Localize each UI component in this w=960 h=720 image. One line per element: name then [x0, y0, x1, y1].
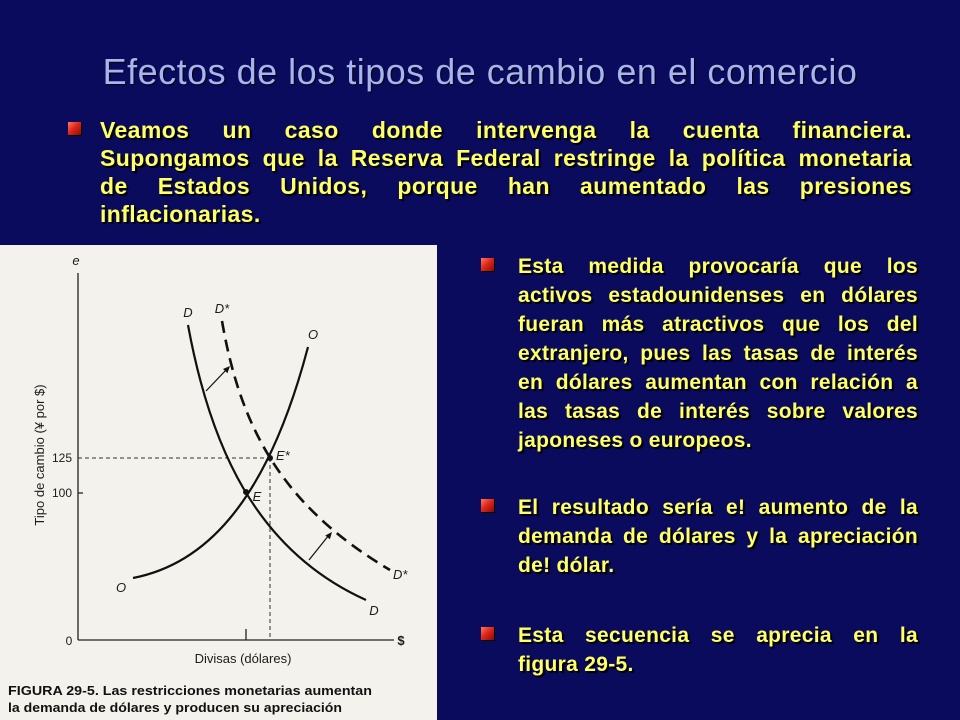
curve-label-o: O — [307, 327, 319, 342]
figure-caption-line: la demanda de dólares y producen su apreciación — [8, 701, 342, 715]
bullet-text-line: en dólares aumentan con relación a — [518, 371, 918, 394]
equilibrium-point-e — [243, 489, 249, 495]
slide-title: Efectos de los tipos de cambio en el comercio — [102, 51, 858, 92]
bullet-text-line: las tasas de interés sobre valores — [518, 400, 918, 423]
bullet-text-line: Esta medida provocaría que los — [518, 255, 918, 278]
point-label-e: E — [252, 489, 262, 504]
figure-panel — [0, 245, 437, 720]
curve-label-d: D — [183, 305, 193, 320]
y-axis-label: Tipo de cambio (¥ por $) — [32, 384, 47, 526]
bullet-text-line: El resultado sería e! aumento de la — [518, 496, 918, 519]
curve-label-o: O — [115, 580, 127, 595]
origin-label: 0 — [65, 634, 73, 648]
y-tick-label: 125 — [51, 451, 72, 465]
shift-arrow-upper — [206, 369, 227, 391]
red-square-bullet-icon — [481, 627, 494, 640]
bullet-text-line: Esta secuencia se aprecia en la — [518, 624, 918, 647]
intro-text-line: Supongamos que la Reserva Federal restringe la política monetaria — [100, 145, 912, 171]
figure-caption-line: FIGURA 29-5. Las restricciones monetarias aumentan — [8, 684, 372, 698]
curve-label-d: D — [369, 603, 379, 618]
y-tick-label: 100 — [51, 486, 72, 500]
red-square-bullet-icon — [481, 258, 494, 271]
bullet-text-line: extranjero, pues las tasas de interés — [518, 342, 918, 365]
equilibrium-point-e-star — [267, 455, 273, 461]
curve-label-d-star: D* — [393, 567, 408, 582]
side-bullet-text — [518, 621, 918, 679]
intro-text-line: Veamos un caso donde intervenga la cuenta financiera. — [100, 117, 912, 143]
side-bullet-text — [518, 252, 918, 455]
side-bullet-text — [518, 493, 918, 580]
bullet-text-line: activos estadounidenses en dólares — [518, 284, 918, 307]
bullet-text-line: demanda de dólares y la apreciación — [518, 525, 918, 548]
bullet-text-line: figura 29-5. — [518, 653, 634, 676]
intro-bullet-text — [100, 116, 912, 228]
x-axis-symbol: $ — [397, 633, 405, 648]
x-axis-label: Divisas (dólares) — [194, 651, 292, 666]
bullet-text-line: japoneses o europeos. — [518, 429, 752, 452]
intro-text-line: de Estados Unidos, porque han aumentado las presiones — [100, 173, 912, 199]
intro-text-line: inflacionarias. — [100, 201, 261, 227]
red-square-bullet-icon — [68, 122, 81, 135]
y-axis-symbol: e — [72, 253, 80, 268]
exchange-rate-diagram — [0, 245, 437, 720]
bullet-text-line: de! dólar. — [518, 554, 615, 577]
point-label-e-star: E* — [276, 448, 290, 463]
shift-arrow-lower — [309, 535, 329, 560]
red-square-bullet-icon — [481, 499, 494, 512]
curve-label-d-star: D* — [214, 301, 230, 316]
bullet-text-line: fueran más atractivos que los del — [518, 313, 918, 336]
